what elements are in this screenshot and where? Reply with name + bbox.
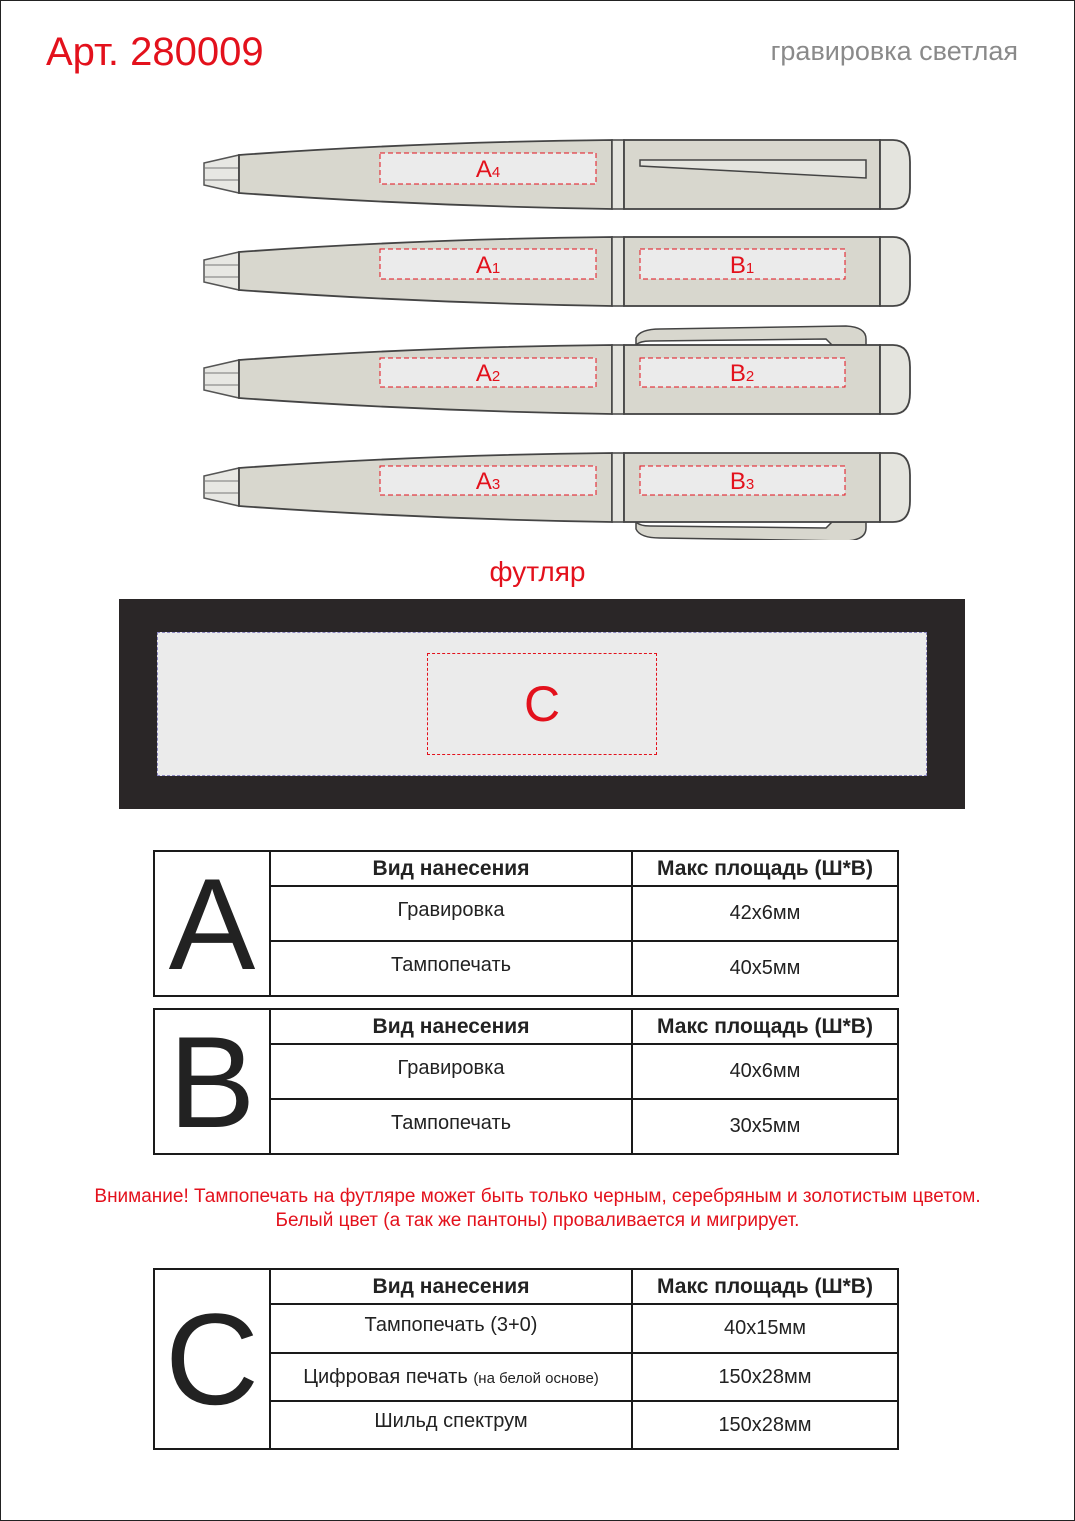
header-area: Макс площадь (Ш*В) (632, 851, 898, 886)
header-area: Макс площадь (Ш*В) (632, 1269, 898, 1304)
method-note: (на белой основе) (473, 1369, 599, 1387)
area-cell: 42х6мм (632, 886, 898, 941)
pen-front-clip (204, 140, 910, 209)
area-cell: 40х5мм (632, 941, 898, 996)
warning-line-1: Внимание! Тампопечать на футляре может быть только черным, серебряным и золотистым цветом. (94, 1186, 981, 1207)
zone-a4-label: A4 (475, 156, 501, 183)
area-cell: 150х28мм (632, 1353, 898, 1401)
area-cell: 40х15мм (632, 1304, 898, 1353)
pen-side-clip-bottom (204, 453, 910, 540)
pen-back (204, 237, 910, 306)
pen-views (0, 0, 1075, 540)
method-cell: Тампопечать (3+0) (270, 1304, 632, 1353)
area-cell: 150х28мм (632, 1401, 898, 1449)
engraving-type: гравировка светлая (770, 36, 1018, 66)
zone-b1-label: B1 (729, 252, 755, 279)
table-letter-c: C (154, 1269, 270, 1449)
pen-side-clip-top (204, 326, 910, 414)
header-method: Вид нанесения (270, 1009, 632, 1044)
zone-a1-label: A1 (475, 252, 501, 279)
article-title: Арт. 280009 (46, 30, 264, 74)
zone-a3-label: A3 (475, 468, 501, 495)
area-cell: 30х5мм (632, 1099, 898, 1154)
spec-table-c (153, 1268, 899, 1450)
case-label: футляр (489, 556, 586, 587)
case-zone-c: C (427, 653, 657, 755)
zone-b2-label: B2 (729, 360, 755, 387)
warning-line-2: Белый цвет (а так же пантоны) проваливается и мигрирует. (275, 1210, 800, 1231)
case-lid-surface (157, 632, 927, 776)
method-cell: Тампопечать (270, 941, 632, 996)
method-cell: Шильд спектрум (270, 1401, 632, 1449)
method-cell: Гравировка (270, 886, 632, 941)
spec-table-b (153, 1008, 899, 1155)
warning-note (0, 1185, 1075, 1233)
header-area: Макс площадь (Ш*В) (632, 1009, 898, 1044)
method-cell: Тампопечать (270, 1099, 632, 1154)
area-cell: 40х6мм (632, 1044, 898, 1099)
spec-table-a (153, 850, 899, 997)
table-letter-a: A (154, 851, 270, 996)
header-method: Вид нанесения (270, 1269, 632, 1304)
case-box (119, 599, 965, 809)
header-method: Вид нанесения (270, 851, 632, 886)
table-letter-b: B (154, 1009, 270, 1154)
zone-b3-label: B3 (729, 468, 755, 495)
method-cell: Гравировка (270, 1044, 632, 1099)
zone-a2-label: A2 (475, 360, 501, 387)
method-cell: Цифровая печать (на белой основе) (270, 1353, 632, 1401)
